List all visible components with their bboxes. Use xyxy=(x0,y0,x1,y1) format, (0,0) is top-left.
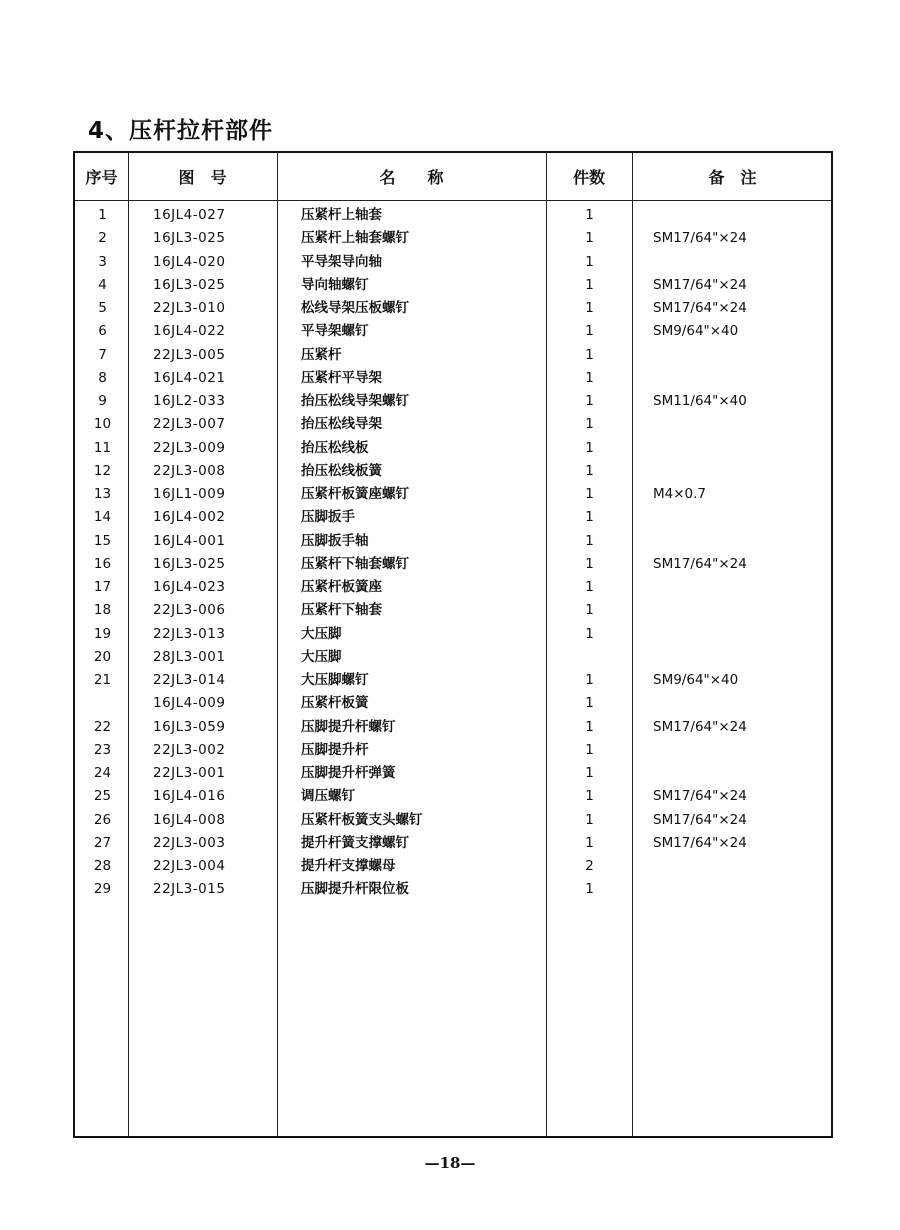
row-note: SM9/64"×40 xyxy=(653,323,739,340)
row-seq: 28 xyxy=(93,858,112,874)
row-seq: 17 xyxy=(93,579,112,595)
row-qty: 1 xyxy=(585,416,594,433)
row-seq: 24 xyxy=(93,765,112,781)
row-note: M4×0.7 xyxy=(653,486,707,502)
row-code: 28JL3-001 xyxy=(153,648,226,665)
row-code: 22JL3-014 xyxy=(153,672,226,688)
row-qty: 1 xyxy=(585,741,594,758)
row-qty: 1 xyxy=(585,393,594,409)
row-code: 22JL3-003 xyxy=(153,834,226,851)
row-qty: 1 xyxy=(585,369,594,386)
row-note: SM9/64"×40 xyxy=(653,672,739,688)
row-seq: 23 xyxy=(93,741,112,758)
row-qty: 1 xyxy=(585,881,594,898)
row-qty: 1 xyxy=(585,811,594,828)
row-seq: 5 xyxy=(98,300,107,316)
row-code: 16JL3-059 xyxy=(153,718,226,735)
row-name: 平导架螺钉 xyxy=(301,323,369,340)
table-row xyxy=(75,483,831,506)
row-note: SM17/64"×24 xyxy=(653,300,747,316)
row-note: SM17/64"×24 xyxy=(653,811,747,828)
row-seq: 12 xyxy=(93,462,112,479)
row-code: 22JL3-006 xyxy=(153,602,226,619)
row-qty: 1 xyxy=(585,555,594,572)
table-row xyxy=(75,251,831,274)
row-name: 抬压松线板簧 xyxy=(301,462,382,479)
table-row xyxy=(75,320,831,343)
row-qty: 1 xyxy=(585,834,594,851)
table-row xyxy=(75,785,831,808)
row-code: 16JL4-021 xyxy=(153,369,226,386)
table-row xyxy=(75,809,831,832)
row-qty: 1 xyxy=(585,300,594,316)
row-seq: 22 xyxy=(93,718,112,735)
table-row xyxy=(75,530,831,553)
row-code: 22JL3-005 xyxy=(153,346,226,363)
row-note xyxy=(653,576,833,599)
row-name: 压脚扳手轴 xyxy=(301,532,369,549)
row-note xyxy=(653,367,833,390)
header-qty: 件数 xyxy=(572,168,605,187)
table-row xyxy=(75,274,831,297)
row-name: 压脚提升杆弹簧 xyxy=(301,765,396,781)
table-row xyxy=(75,878,831,901)
row-qty: 1 xyxy=(585,486,594,502)
row-note xyxy=(653,344,833,367)
row-qty xyxy=(547,646,632,669)
row-note: SM17/64"×24 xyxy=(653,230,747,247)
row-seq: 15 xyxy=(93,532,112,549)
row-qty: 1 xyxy=(585,323,594,340)
row-name: 调压螺钉 xyxy=(301,788,355,805)
row-seq: 26 xyxy=(93,811,112,828)
row-note: SM17/64"×24 xyxy=(653,276,747,293)
row-seq: 3 xyxy=(98,253,107,270)
row-name: 大压脚 xyxy=(301,625,342,642)
row-name: 抬压松线导架 xyxy=(301,416,382,433)
table-row xyxy=(75,739,831,762)
row-seq: 27 xyxy=(93,834,112,851)
table-row xyxy=(75,297,831,320)
row-qty: 1 xyxy=(585,346,594,363)
table-row xyxy=(75,413,831,436)
table-row xyxy=(75,506,831,529)
row-note xyxy=(653,855,833,878)
row-name: 压脚提升杆螺钉 xyxy=(301,718,396,735)
row-qty: 1 xyxy=(585,532,594,549)
row-note: SM11/64"×40 xyxy=(653,393,747,409)
row-name: 导向轴螺钉 xyxy=(301,276,369,293)
table-row xyxy=(75,227,831,250)
parts-table xyxy=(73,151,833,1138)
row-code: 16JL1-009 xyxy=(153,486,226,502)
row-code: 16JL2-033 xyxy=(153,393,226,409)
row-qty: 1 xyxy=(585,672,594,688)
table-row xyxy=(75,367,831,390)
header-name: 名 称 xyxy=(379,168,444,187)
row-code: 22JL3-010 xyxy=(153,300,226,316)
header-code: 图 号 xyxy=(178,168,227,187)
row-code: 22JL3-001 xyxy=(153,765,226,781)
row-code: 16JL4-001 xyxy=(153,532,226,549)
row-name: 压紧杆板簧 xyxy=(301,695,369,712)
row-name: 压紧杆上轴套螺钉 xyxy=(301,230,409,247)
table-row xyxy=(75,855,831,878)
page-number: —18— xyxy=(424,1154,476,1172)
header-divider xyxy=(75,200,831,201)
row-name: 提升杆支撑螺母 xyxy=(301,858,396,874)
row-name: 压脚扳手 xyxy=(301,509,355,526)
row-name: 压脚提升杆限位板 xyxy=(301,881,409,898)
row-qty: 1 xyxy=(585,765,594,781)
row-code: 16JL3-025 xyxy=(153,555,226,572)
row-name: 提升杆簧支撑螺钉 xyxy=(301,834,409,851)
table-row xyxy=(75,669,831,692)
table-row xyxy=(75,344,831,367)
row-name: 压紧杆板簧座 xyxy=(301,579,382,595)
row-note: SM17/64"×24 xyxy=(653,555,747,572)
row-note xyxy=(653,204,833,227)
table-row xyxy=(75,460,831,483)
row-code: 22JL3-008 xyxy=(153,462,226,479)
row-seq: 21 xyxy=(93,672,112,688)
row-note xyxy=(653,460,833,483)
table-row xyxy=(75,692,831,715)
row-code: 16JL3-025 xyxy=(153,276,226,293)
row-seq: 8 xyxy=(98,369,107,386)
row-note: SM17/64"×24 xyxy=(653,788,747,805)
row-code: 16JL4-027 xyxy=(153,207,226,223)
row-seq: 11 xyxy=(93,439,112,456)
row-note xyxy=(653,437,833,460)
row-name: 平导架导向轴 xyxy=(301,253,382,270)
row-seq: 2 xyxy=(98,230,107,247)
row-qty: 1 xyxy=(585,439,594,456)
header-note: 备 注 xyxy=(708,168,757,187)
row-qty: 1 xyxy=(585,579,594,595)
row-name: 抬压松线导架螺钉 xyxy=(301,393,409,409)
row-seq: 4 xyxy=(98,276,107,293)
row-name: 大压脚螺钉 xyxy=(301,672,369,688)
table-row xyxy=(75,437,831,460)
table-row xyxy=(75,716,831,739)
row-note xyxy=(653,251,833,274)
row-seq: 19 xyxy=(93,625,112,642)
row-code: 22JL3-004 xyxy=(153,858,226,874)
row-code: 16JL4-020 xyxy=(153,253,226,270)
row-note xyxy=(653,623,833,646)
row-name: 压紧杆 xyxy=(301,346,342,363)
row-name: 压紧杆板簧支头螺钉 xyxy=(301,811,423,828)
row-seq: 29 xyxy=(93,881,112,898)
row-name: 松线导架压板螺钉 xyxy=(301,300,409,316)
row-note xyxy=(653,599,833,622)
row-code: 22JL3-013 xyxy=(153,625,226,642)
row-code: 16JL4-016 xyxy=(153,788,226,805)
row-name: 压紧杆下轴套螺钉 xyxy=(301,555,409,572)
row-qty: 2 xyxy=(585,858,594,874)
table-row xyxy=(75,599,831,622)
row-code: 16JL3-025 xyxy=(153,230,226,247)
row-seq xyxy=(75,692,130,715)
row-name: 压紧杆平导架 xyxy=(301,369,382,386)
row-name: 压脚提升杆 xyxy=(301,741,369,758)
row-qty: 1 xyxy=(585,625,594,642)
row-qty: 1 xyxy=(585,602,594,619)
row-name: 大压脚 xyxy=(301,648,342,665)
row-code: 16JL4-022 xyxy=(153,323,226,340)
row-note xyxy=(653,762,833,785)
table-row xyxy=(75,646,831,669)
row-code: 16JL4-023 xyxy=(153,579,226,595)
row-seq: 1 xyxy=(98,207,107,223)
row-code: 22JL3-015 xyxy=(153,881,226,898)
row-note xyxy=(653,530,833,553)
row-qty: 1 xyxy=(585,718,594,735)
row-note xyxy=(653,739,833,762)
row-code: 22JL3-007 xyxy=(153,416,226,433)
table-row xyxy=(75,390,831,413)
row-seq: 16 xyxy=(93,555,112,572)
table-row xyxy=(75,553,831,576)
row-seq: 7 xyxy=(98,346,107,363)
row-note: SM17/64"×24 xyxy=(653,834,747,851)
row-seq: 13 xyxy=(93,486,112,502)
row-qty: 1 xyxy=(585,276,594,293)
row-seq: 9 xyxy=(98,393,107,409)
row-qty: 1 xyxy=(585,207,594,223)
row-qty: 1 xyxy=(585,462,594,479)
table-row xyxy=(75,762,831,785)
table-row xyxy=(75,204,831,227)
row-code: 22JL3-009 xyxy=(153,439,226,456)
row-name: 压紧杆板簧座螺钉 xyxy=(301,486,409,502)
row-seq: 6 xyxy=(98,323,107,340)
row-seq: 14 xyxy=(93,509,112,526)
row-code: 16JL4-009 xyxy=(153,695,226,712)
row-code: 22JL3-002 xyxy=(153,741,226,758)
row-note: SM17/64"×24 xyxy=(653,718,747,735)
row-qty: 1 xyxy=(585,695,594,712)
row-code: 16JL4-002 xyxy=(153,509,226,526)
row-note xyxy=(653,878,833,901)
row-note xyxy=(653,413,833,436)
table-row xyxy=(75,623,831,646)
row-seq: 18 xyxy=(93,602,112,619)
row-seq: 10 xyxy=(93,416,112,433)
section-title: 4、压杆拉杆部件 xyxy=(88,118,274,144)
row-seq: 25 xyxy=(93,788,112,805)
row-name: 压紧杆下轴套 xyxy=(301,602,382,619)
row-note xyxy=(653,646,833,669)
row-qty: 1 xyxy=(585,788,594,805)
header-seq: 序号 xyxy=(85,168,118,187)
table-row xyxy=(75,832,831,855)
row-name: 压紧杆上轴套 xyxy=(301,207,382,223)
row-note xyxy=(653,692,833,715)
table-row xyxy=(75,576,831,599)
row-note xyxy=(653,506,833,529)
row-qty: 1 xyxy=(585,230,594,247)
row-qty: 1 xyxy=(585,509,594,526)
row-code: 16JL4-008 xyxy=(153,811,226,828)
row-qty: 1 xyxy=(585,253,594,270)
row-name: 抬压松线板 xyxy=(301,439,369,456)
row-seq: 20 xyxy=(93,648,112,665)
